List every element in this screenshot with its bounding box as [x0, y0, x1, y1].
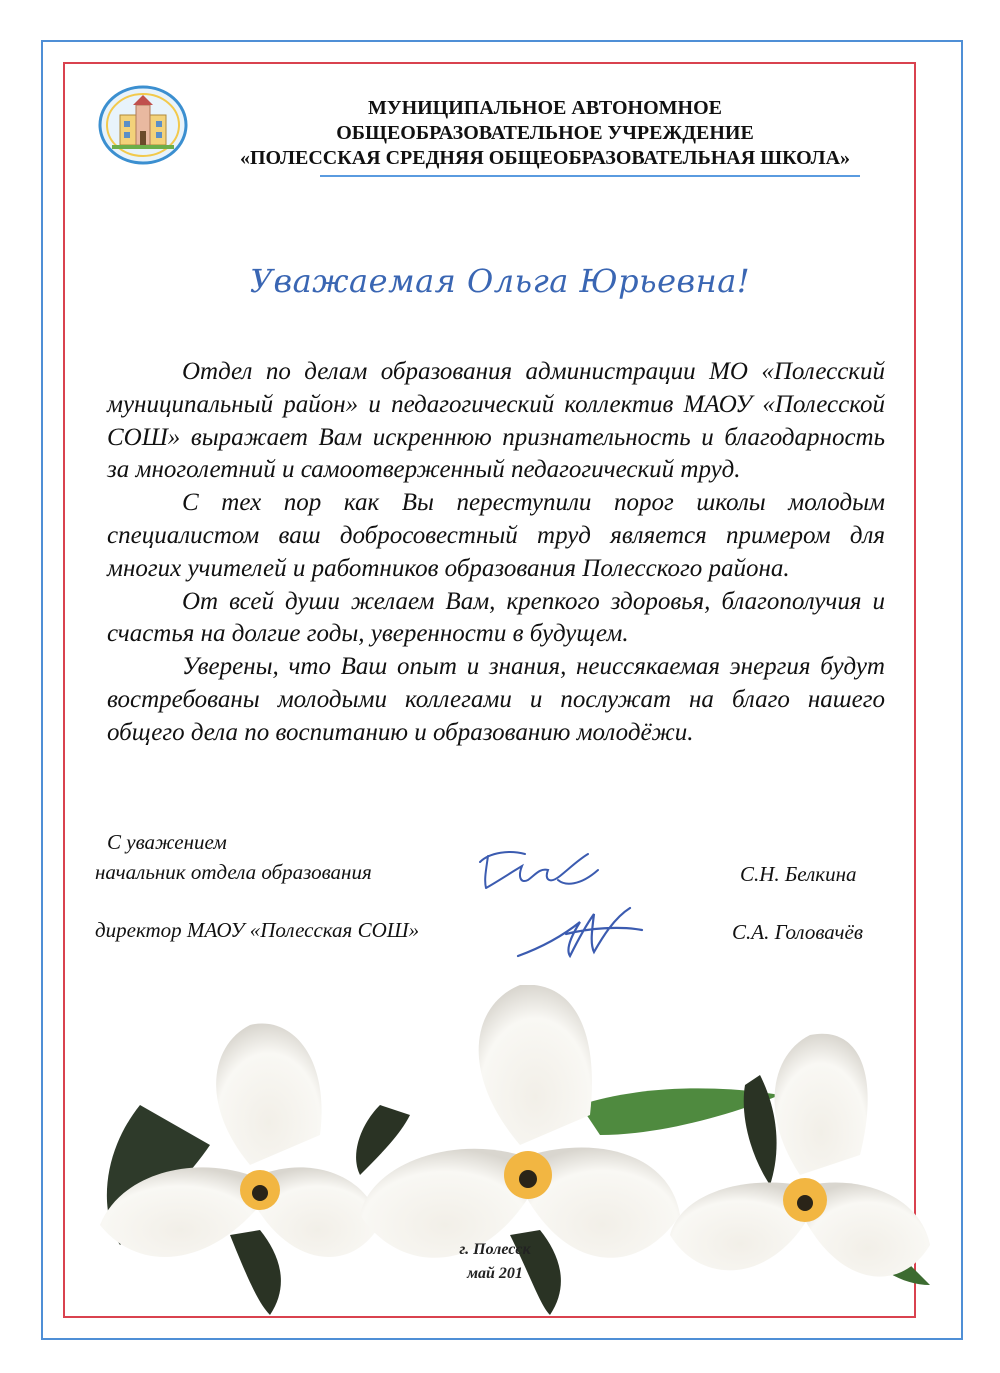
school-logo	[98, 85, 188, 165]
regards-text: С уважением	[107, 830, 227, 854]
name-1: С.Н. Белкина	[740, 862, 857, 886]
name-2: С.А. Головачёв	[732, 920, 863, 944]
date-text: май 201	[467, 1265, 523, 1282]
signature-2-image	[510, 898, 650, 968]
paragraph-4: Уверены, что Ваш опыт и знания, неиссякаемая энергия будут востребованы молодыми коллегами и послужат на благо нашего общего дела по воспитанию и образованию молодёжи.	[107, 653, 885, 746]
letter-body	[107, 356, 885, 750]
school-header	[200, 96, 890, 171]
place-text: г. Полесск	[459, 1241, 531, 1258]
header-divider	[320, 175, 860, 177]
paragraph-2: С тех пор как Вы переступили порог школы молодым специалистом ваш добросовестный труд является примером для многих учителей и работников образования Полесского района.	[107, 489, 885, 582]
paragraph-3: От всей души желаем Вам, крепкого здоровья, благополучия и счастья на долгие годы, уверенности в будущем.	[107, 587, 885, 648]
position-2: директор МАОУ «Полесская СОШ»	[95, 918, 420, 942]
greeting-title: Уважаемая Ольга Юрьевна!	[249, 262, 751, 300]
header-line-3: «ПОЛЕССКАЯ СРЕДНЯЯ ОБЩЕОБРАЗОВАТЕЛЬНАЯ ШКОЛА»	[239, 147, 851, 169]
place-date	[440, 1238, 550, 1286]
paragraph-1: Отдел по делам образования администрации МО «Полесский муниципальный район» и педагогический коллектив МАОУ «Полесской СОШ» выражает Вам искреннюю признательность и благодарность за многолетний и самоотверженный педагогический труд.	[107, 358, 885, 484]
signature-1-image	[470, 840, 610, 900]
header-line-2: ОБЩЕОБРАЗОВАТЕЛЬНОЕ УЧРЕЖДЕНИЕ	[336, 122, 754, 144]
header-line-1: МУНИЦИПАЛЬНОЕ АВТОНОМНОЕ	[368, 97, 722, 119]
position-1: начальник отдела образования	[95, 860, 372, 884]
